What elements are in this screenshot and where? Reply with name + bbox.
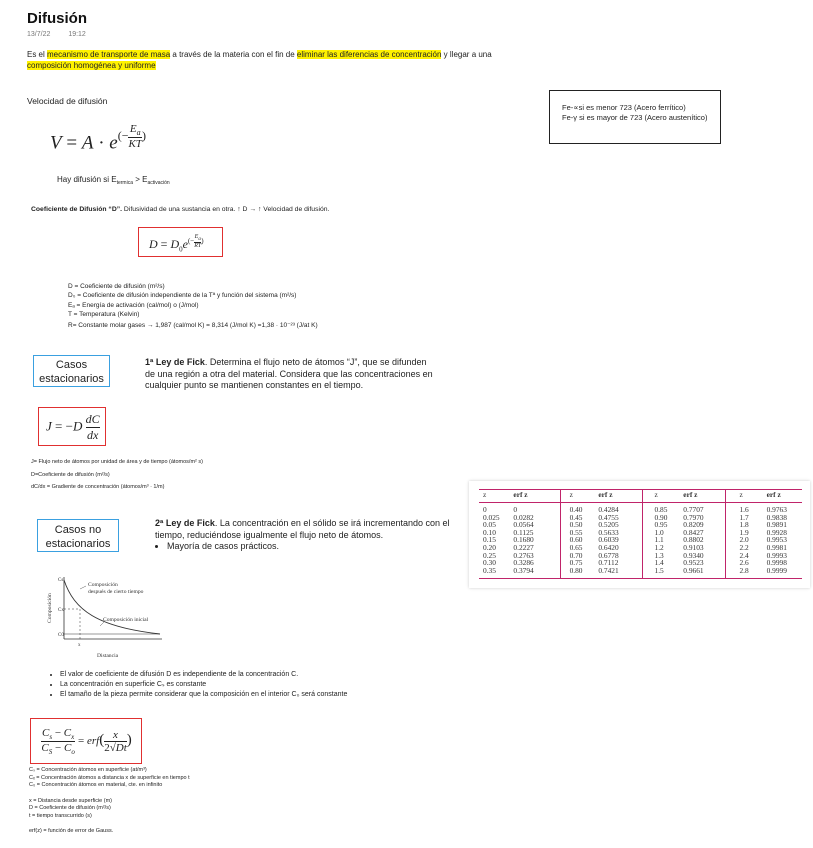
fick-first-law-title: 1ª Ley de Fick [145,357,205,367]
table-cell: 0.5633 [598,527,619,537]
curve-label-2: después de cierto tiempo [88,589,144,595]
table-cell: 0 [513,505,518,514]
table-cell: 2.2 [739,542,749,552]
table-cell: 1.2 [654,542,664,552]
legend-j: J= Flujo neto de átomos por unidad de área y de tiempo (átomos/m² s) [31,459,203,465]
table-cell: 0.55 [569,527,583,537]
intro-highlight-2: eliminar las diferencias de concentración [296,50,442,59]
velocity-formula: V = A · e(− $\frac{E_a}{KT}$ ) [50,123,146,154]
col-header-z2: z [569,490,573,499]
table-cell: 0.2227 [513,542,534,552]
initial-composition-label: Composición inicial [103,617,149,623]
erf-table [479,491,802,574]
diffusion-condition [57,175,170,186]
legend-time: t = tiempo transcurrido (s) [29,812,92,819]
fick-second-law [155,518,455,553]
table-cell: 0.4284 [598,505,619,514]
fe-note-line-2: Fe-γ si es mayor de 723 (Acero austenítico) [562,113,708,122]
nonstationary-cases-box: Casos no estacionarios [37,519,119,552]
col-header-z1: z [483,490,487,499]
fe-note-line-1: Fe-∝si es menor 723 (Acero ferrítico) [562,103,686,112]
col-header-erf4: erf z [766,490,781,499]
col-header-z4: z [739,490,743,499]
intro-text-2: a través de la materia con el fin de [170,50,297,59]
fick-second-law-text: . La concentración en el sólido se irá incrementando con el tiempo, reduciéndose igualmente el flujo neto de átomos. [155,518,450,540]
fick-first-law-formula: J = −D $\frac{dC}{dx}$ [38,407,106,446]
table-cell: 0.1680 [513,535,534,545]
table-cell: 0.9340 [683,550,704,560]
legend-r: R= Constante molar gases → 1,987 (cal/mol K) = 8,314 (J/mol K) =1,38 · 10⁻²³ (J/at K) [68,322,318,330]
table-cell: 0.9993 [766,550,787,560]
table-cell: 0.9891 [766,520,787,530]
fick-first-law-text: . Determina el flujo neto de átomos “J”, que se difunden de una región a otra del material. Considera que las concentraciones en cualquier punto se mantienen constantes en el tiempo. [145,357,433,390]
curve-label-1: Composición [88,582,118,588]
assumption-1: • El valor de coeficiente de difusión D es independiente de la concentración C. [60,670,347,680]
curve-label-pointer [80,586,86,589]
table-cell: 1.0 [654,527,664,537]
legend-d0: D₀ = Coeficiente de difusión independiente de la Tª y función del sistema (m²/s) [68,292,297,300]
practical-cases-bullet: • Mayoría de casos prácticos. [167,541,455,553]
table-cell: 0.05 [483,520,496,530]
table-cell: 0.35 [483,565,496,575]
table-cell: 0.8209 [683,520,704,530]
table-cell: 0.6778 [598,550,619,560]
table-cell: 0.3794 [513,565,534,575]
condition-sub-2: activación [147,180,170,186]
condition-text-2: > E [133,175,148,184]
table-cell: 0.9763 [766,505,787,514]
table-cell: 2.8 [739,565,749,575]
fe-note-box [549,90,721,144]
table-cell: 2.6 [739,558,749,568]
legend-erf: erf(z) = función de error de Gauss. [29,828,114,834]
table-cell: 1.3 [654,550,664,560]
table-cell: 0.95 [654,520,668,530]
table-cell: 0.65 [569,542,583,552]
table-cell: 0.75 [569,558,583,568]
intro-highlight-3: composición homogénea y uniforme [27,61,156,70]
diffusion-coef-line [31,206,329,213]
stationary-cases-box: Casos estacionarios [33,355,110,387]
table-cell: 2.4 [739,550,749,560]
col-header-z3: z [654,490,658,499]
table-cell: 0.9523 [683,558,704,568]
table-cell: 0.9953 [766,535,787,545]
legend-c0: C₀ = Concentración átomos en material, cte. en infinito [29,782,163,788]
table-cell: 0.025 [483,512,500,522]
table-cell: 0.30 [483,558,496,568]
diffusion-coef-title: Coeficiente de Difusión “D”. [31,206,123,213]
table-row [479,567,802,575]
assumptions-list [48,670,347,700]
table-cell: 0 [483,505,487,514]
table-cell: 0.9999 [766,565,787,575]
erf-table-bottom-rule [479,578,802,579]
fick-second-law-solution-formula: $\frac{C_s - C_x}{C_S - C_o}$ = erf( $\frac{x}{2√Dt}$ ) [30,718,142,764]
table-cell: 0.9103 [683,542,704,552]
table-cell: 1.7 [739,512,749,522]
erf-table-header-row [479,491,802,504]
table-cell: 0.9928 [766,527,787,537]
table-cell: 0.4755 [598,512,619,522]
table-cell: 0.7707 [683,505,704,514]
legend-gradient: dC/dx = Gradiente de concentración (átomos/m³ · 1/m) [31,484,165,490]
table-cell: 0.90 [654,512,668,522]
assumption-2: • La concentración en superficie Cₛ es constante [60,680,347,690]
table-cell: 1.1 [654,535,664,545]
table-cell: 0.6039 [598,535,619,545]
tick-cx: Cx [58,608,64,613]
legend-d-flux: D=Coeficiente de difusión (m²/s) [31,471,110,478]
table-cell: 0.9998 [766,558,787,568]
table-cell: 1.4 [654,558,664,568]
solution-legend [29,767,190,836]
concentration-profile-graph [42,575,167,665]
diffusion-coef-formula: $D = D_0e(-$ $\frac{E_a}{RT}$ ) [138,227,223,257]
table-cell: 1.6 [739,505,749,514]
table-cell: 0.40 [569,505,583,514]
legend-d-coef: D = Coeficiente de difusión (m²/s) [29,805,111,811]
table-cell: 0.25 [483,550,496,560]
intro-text-1: Es el [27,50,48,59]
page-date: 13/7/22 [27,31,51,38]
legend-x: x = Distancia desde superficie (m) [29,797,112,804]
col-header-erf2: erf z [598,490,613,499]
legend-d: D = Coeficiente de difusión (m²/s) [68,283,165,290]
table-cell: 0.9661 [683,565,704,575]
table-cell: 0.7112 [598,558,619,568]
table-cell: 0.85 [654,505,668,514]
table-cell: 0.8802 [683,535,704,545]
velocity-heading: Velocidad de difusión [27,96,108,106]
col-header-erf1: erf z [513,490,528,499]
erf-table-image [469,481,810,588]
condition-text-1: Hay difusión si E [57,175,117,184]
table-cell: 0.2763 [513,550,534,560]
tick-x: x [78,643,81,648]
stationary-legend [31,458,203,492]
legend-cs: Cₛ = Concentración átomos en superficie (at/m³) [29,767,147,773]
page-meta [27,31,102,38]
graph-xlabel: Distancia [97,653,119,659]
condition-sub-1: termica [116,180,133,186]
intro-text-3: y llegar a una [441,50,492,59]
intro-highlight-1: mecanismo de transporte de masa [47,50,171,59]
table-cell: 0.0282 [513,512,534,522]
diffusion-coef-legend [68,282,318,330]
table-cell: 0.15 [483,535,496,545]
assumption-3: • El tamaño de la pieza permite considerar que la composición en el interior C₀ será constante [60,690,347,700]
table-cell: 0.8427 [683,527,704,537]
table-cell: 1.9 [739,527,749,537]
table-cell: 0.1125 [513,527,534,537]
table-cell: 0.45 [569,512,583,522]
table-cell: 0.60 [569,535,583,545]
legend-t: T = Temperatura (Kelvin) [68,310,140,318]
table-cell: 0.20 [483,542,496,552]
table-cell: 0.80 [569,565,583,575]
table-cell: 0.5205 [598,520,619,530]
table-cell: 0.7421 [598,565,619,575]
page-time: 19:12 [68,31,86,38]
intro-paragraph [27,49,527,71]
diffusion-coef-description: Difusividad de una sustancia en otra. ↑ D → ↑ Velocidad de difusión. [122,206,330,213]
table-cell: 0.10 [483,527,496,537]
table-cell: 1.5 [654,565,664,575]
graph-ylabel: Composición [47,593,53,623]
table-cell: 0.6420 [598,542,619,552]
table-cell: 0.9981 [766,542,787,552]
table-cell: 0.3286 [513,558,534,568]
col-header-erf3: erf z [683,490,698,499]
table-cell: 0.70 [569,550,583,560]
legend-ea: Eₐ = Energía de activación (cal/mol) o (J/mol) [68,301,199,309]
table-cell: 1.8 [739,520,749,530]
legend-cx: Cₓ = Concentración átomos a distancia x de superficie en tiempo t [29,774,190,781]
table-cell: 0.7970 [683,512,704,522]
table-cell: 0.50 [569,520,583,530]
page-title: Difusión [27,10,87,27]
table-cell: 2.0 [739,535,749,545]
erf-table-body [479,504,802,574]
table-cell: 0.9838 [766,512,787,522]
tick-c0: C0 [58,633,64,638]
fick-second-law-title: 2ª Ley de Fick [155,518,215,528]
table-cell: 0.0564 [513,520,534,530]
tick-cs: Cs [58,578,64,583]
fick-first-law [145,357,435,392]
